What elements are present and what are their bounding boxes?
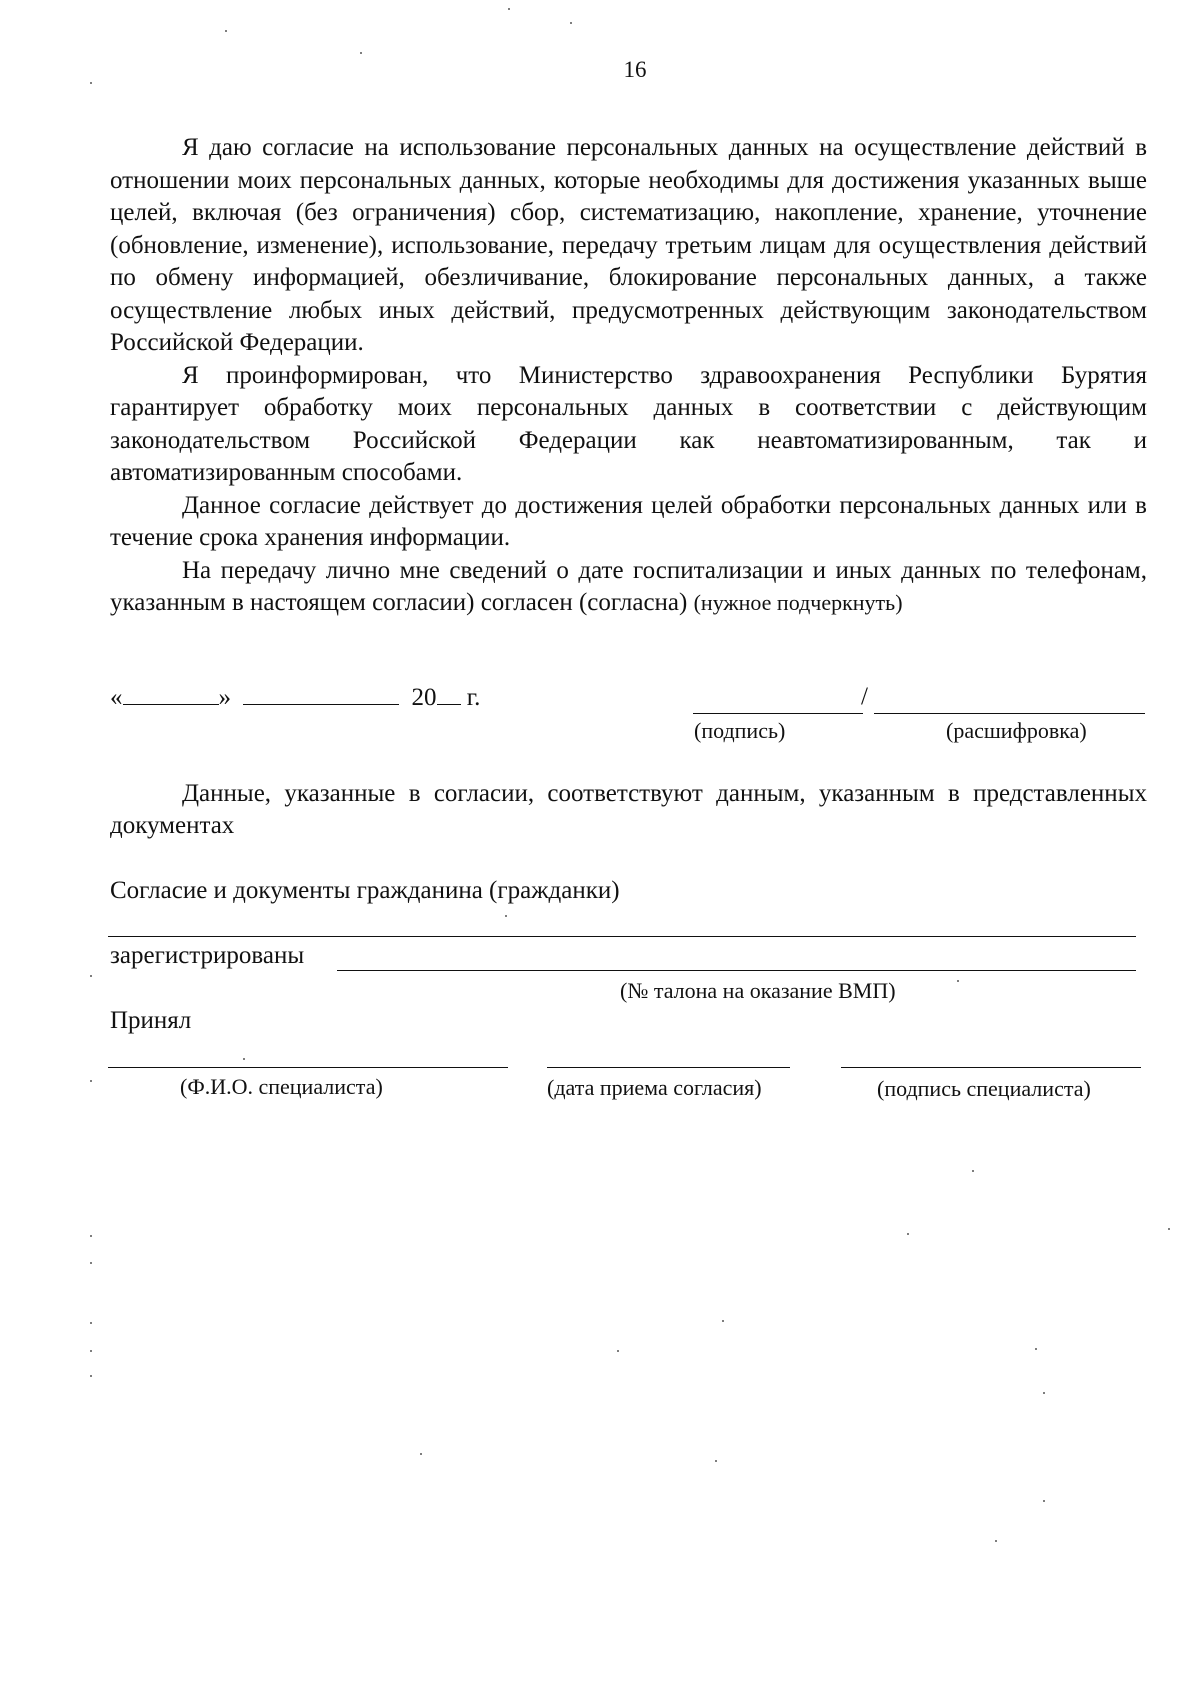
acceptance-date-caption: (дата приема согласия) — [547, 1075, 762, 1100]
specialist-name-caption: (Ф.И.О. специалиста) — [180, 1074, 383, 1099]
scan-speck — [90, 1262, 92, 1264]
scan-speck — [907, 1233, 909, 1235]
month-blank[interactable] — [243, 682, 399, 705]
scan-speck — [1043, 1500, 1045, 1502]
consent-docs-label: Согласие и документы гражданина (гражданки) — [110, 877, 620, 904]
verification-block — [110, 778, 1147, 842]
year-prefix: 20 — [411, 684, 437, 711]
decoding-line[interactable] — [874, 713, 1145, 714]
citizen-name-line[interactable] — [108, 936, 1136, 937]
acceptance-date-line[interactable] — [547, 1067, 790, 1068]
scan-speck — [90, 1080, 92, 1082]
scan-speck — [1043, 1392, 1045, 1394]
specialist-name-line[interactable] — [108, 1067, 508, 1068]
open-quote: « — [110, 684, 123, 711]
scan-speck — [243, 1058, 245, 1060]
scan-speck — [957, 980, 959, 982]
specialist-signature-caption: (подпись специалиста) — [877, 1076, 1091, 1101]
scan-speck — [360, 52, 362, 54]
year-suffix: г. — [466, 684, 481, 711]
signature-slash: / — [861, 683, 868, 710]
date-line — [110, 682, 480, 713]
scan-speck — [90, 1322, 92, 1324]
scan-speck — [420, 1453, 422, 1455]
signature-line[interactable] — [693, 713, 863, 714]
scan-speck — [90, 1375, 92, 1377]
page-number: 16 — [623, 57, 647, 82]
specialist-signature-line[interactable] — [841, 1067, 1141, 1068]
close-quote: » — [218, 684, 231, 711]
underline-note: (нужное подчеркнуть) — [693, 590, 903, 615]
verification-text: Данные, указанные в согласии, соответствуют данным, указанным в представленных документах — [110, 780, 1147, 839]
scan-speck — [90, 82, 92, 84]
scan-speck — [972, 1170, 974, 1172]
signature-caption: (подпись) — [694, 718, 786, 743]
scan-speck — [508, 8, 510, 10]
phone-consent-text: На передачу лично мне сведений о дате госпитализации и иных данных по телефонам, указанным в настоящем согласии) согласен (согласна) — [110, 556, 1147, 616]
scan-speck — [617, 1350, 619, 1352]
scan-speck — [715, 1460, 717, 1462]
ticket-caption: (№ талона на оказание ВМП) — [620, 978, 896, 1003]
scan-speck — [90, 1350, 92, 1352]
scan-speck — [570, 22, 572, 24]
scan-speck — [225, 30, 227, 32]
registration-line[interactable] — [337, 970, 1136, 971]
scan-speck — [505, 915, 507, 917]
scan-speck — [90, 975, 92, 977]
paragraph-consent-scope: Я даю согласие на использование персональных данных на осуществление действий в отношении моих персональных данных, которые необходимы для достижения указанных выше целей, включая (без ограничения) сбор, систематизацию, накопление, хранение, уточнение (обновление, изменение), использование, передачу третьим лицам для осуществления действий по обмену информацией, обезличивание, блокирование персональных данных, а также осуществление любых иных действий, предусмотренных действующим законодательством Российской Федерации. — [110, 134, 1147, 356]
day-blank[interactable] — [123, 682, 219, 705]
scan-speck — [90, 1235, 92, 1237]
registered-label: зарегистрированы — [110, 942, 305, 969]
scan-speck — [1168, 1228, 1170, 1230]
consent-body — [110, 132, 1147, 620]
scan-speck — [1035, 1348, 1037, 1350]
paragraph-validity: Данное согласие действует до достижения целей обработки персональных данных или в течение срока хранения информации. — [110, 491, 1147, 551]
scan-speck — [995, 1540, 997, 1542]
year-blank[interactable] — [437, 682, 461, 705]
accepted-label: Принял — [110, 1007, 192, 1034]
paragraph-phone-consent — [110, 555, 1147, 620]
decoding-caption: (расшифровка) — [946, 718, 1087, 743]
scan-speck — [722, 1320, 724, 1322]
paragraph-ministry-guarantee: Я проинформирован, что Министерство здравоохранения Республики Бурятия гарантирует обработку моих персональных данных в соответствии с действующим законодательством Российской Федерации как неавтоматизированным, так и автоматизированным способами. — [110, 361, 1147, 486]
